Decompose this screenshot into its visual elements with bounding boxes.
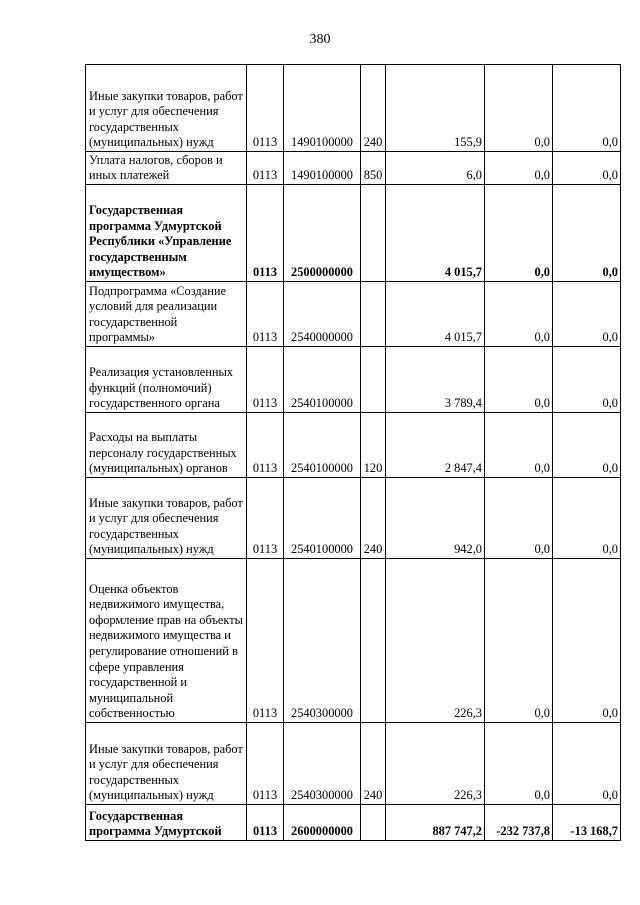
expense-type-code bbox=[361, 282, 386, 347]
section-code: 0113 bbox=[247, 723, 284, 805]
expense-type-code: 240 bbox=[361, 723, 386, 805]
table-row bbox=[86, 723, 621, 805]
amount-2: 0,0 bbox=[485, 65, 553, 152]
amount-2: 0,0 bbox=[485, 559, 553, 723]
table-row bbox=[86, 805, 621, 841]
amount-2: 0,0 bbox=[485, 347, 553, 413]
section-code: 0113 bbox=[247, 152, 284, 185]
amount-2: 0,0 bbox=[485, 723, 553, 805]
amount-2: 0,0 bbox=[485, 152, 553, 185]
table-row bbox=[86, 559, 621, 723]
item-name: Расходы на выплаты персоналу государственных (муниципальных) органов bbox=[86, 413, 247, 478]
section-code: 0113 bbox=[247, 347, 284, 413]
expense-type-code bbox=[361, 347, 386, 413]
table-row bbox=[86, 65, 621, 152]
table-row bbox=[86, 185, 621, 282]
target-code: 2600000000 bbox=[284, 805, 361, 841]
section-code: 0113 bbox=[247, 805, 284, 841]
amount-3: 0,0 bbox=[553, 282, 621, 347]
target-code: 2540300000 bbox=[284, 559, 361, 723]
amount-3: 0,0 bbox=[553, 559, 621, 723]
amount-3: 0,0 bbox=[553, 185, 621, 282]
amount-2: 0,0 bbox=[485, 478, 553, 559]
item-name: Государственная программа Удмуртской bbox=[86, 805, 247, 841]
expense-type-code bbox=[361, 805, 386, 841]
amount-2: 0,0 bbox=[485, 413, 553, 478]
target-code: 2540100000 bbox=[284, 413, 361, 478]
table-row bbox=[86, 282, 621, 347]
section-code: 0113 bbox=[247, 282, 284, 347]
table-row bbox=[86, 413, 621, 478]
amount-1: 4 015,7 bbox=[386, 185, 485, 282]
expense-type-code: 240 bbox=[361, 478, 386, 559]
target-code: 2500000000 bbox=[284, 185, 361, 282]
item-name: Уплата налогов, сборов и иных платежей bbox=[86, 152, 247, 185]
target-code: 2540000000 bbox=[284, 282, 361, 347]
target-code: 1490100000 bbox=[284, 152, 361, 185]
amount-1: 2 847,4 bbox=[386, 413, 485, 478]
target-code: 2540100000 bbox=[284, 478, 361, 559]
section-code: 0113 bbox=[247, 413, 284, 478]
section-code: 0113 bbox=[247, 559, 284, 723]
amount-1: 226,3 bbox=[386, 723, 485, 805]
amount-3: 0,0 bbox=[553, 413, 621, 478]
amount-1: 4 015,7 bbox=[386, 282, 485, 347]
amount-3: 0,0 bbox=[553, 723, 621, 805]
amount-3: -13 168,7 bbox=[553, 805, 621, 841]
amount-3: 0,0 bbox=[553, 478, 621, 559]
item-name: Иные закупки товаров, работ и услуг для обеспечения государственных (муниципальных) нужд bbox=[86, 65, 247, 152]
item-name: Государственная программа Удмуртской Республики «Управление государственным имуществом» bbox=[86, 185, 247, 282]
amount-1: 226,3 bbox=[386, 559, 485, 723]
expense-type-code bbox=[361, 185, 386, 282]
budget-table bbox=[85, 64, 621, 841]
page-number: 380 bbox=[309, 32, 331, 47]
amount-3: 0,0 bbox=[553, 152, 621, 185]
item-name: Иные закупки товаров, работ и услуг для обеспечения государственных (муниципальных) нужд bbox=[86, 723, 247, 805]
expense-type-code bbox=[361, 559, 386, 723]
target-code: 1490100000 bbox=[284, 65, 361, 152]
amount-3: 0,0 bbox=[553, 65, 621, 152]
item-name: Реализация установленных функций (полномочий) государственного органа bbox=[86, 347, 247, 413]
table-row bbox=[86, 347, 621, 413]
section-code: 0113 bbox=[247, 478, 284, 559]
expense-type-code: 850 bbox=[361, 152, 386, 185]
amount-1: 155,9 bbox=[386, 65, 485, 152]
item-name: Оценка объектов недвижимого имущества, оформление прав на объекты недвижимого имущества и регулирование отношений в сфере управления государственной и муниципальной собственностью bbox=[86, 559, 247, 723]
amount-1: 942,0 bbox=[386, 478, 485, 559]
table-row bbox=[86, 478, 621, 559]
amount-2: 0,0 bbox=[485, 282, 553, 347]
target-code: 2540100000 bbox=[284, 347, 361, 413]
amount-2: -232 737,8 bbox=[485, 805, 553, 841]
section-code: 0113 bbox=[247, 65, 284, 152]
amount-1: 6,0 bbox=[386, 152, 485, 185]
amount-1: 3 789,4 bbox=[386, 347, 485, 413]
amount-1: 887 747,2 bbox=[386, 805, 485, 841]
target-code: 2540300000 bbox=[284, 723, 361, 805]
item-name: Иные закупки товаров, работ и услуг для обеспечения государственных (муниципальных) нужд bbox=[86, 478, 247, 559]
amount-3: 0,0 bbox=[553, 347, 621, 413]
item-name: Подпрограмма «Создание условий для реализации государственной программы» bbox=[86, 282, 247, 347]
expense-type-code: 120 bbox=[361, 413, 386, 478]
table-row bbox=[86, 152, 621, 185]
section-code: 0113 bbox=[247, 185, 284, 282]
amount-2: 0,0 bbox=[485, 185, 553, 282]
expense-type-code: 240 bbox=[361, 65, 386, 152]
